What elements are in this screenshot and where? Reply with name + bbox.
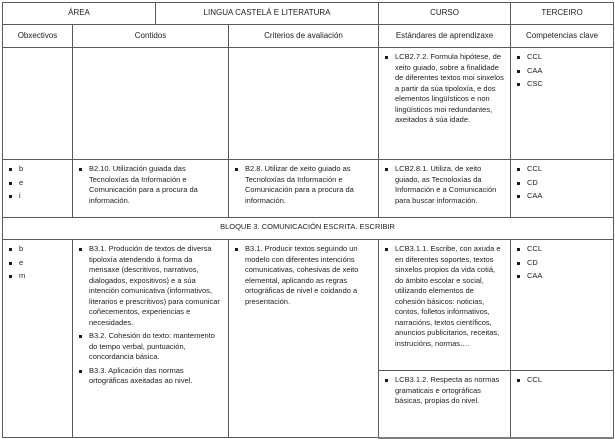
criterios-list — [233, 244, 373, 307]
estandares-list — [383, 244, 505, 349]
list-item: B3.2. Cohesión do texto: mantemento do tempo verbal, puntuación, concordancia básica. — [77, 331, 223, 363]
list-item: m — [7, 271, 67, 282]
obxectivos-list — [7, 244, 67, 282]
bloque-title: BLOQUE 3. COMUNICACIÓN ESCRITA. ESCRIBIR — [3, 218, 614, 240]
cell-contidos — [73, 160, 229, 218]
list-item: CD — [515, 258, 608, 269]
estandares-list — [383, 164, 505, 206]
col-header-competencias: Competencias clave — [511, 25, 614, 48]
col-header-contidos: Contidos — [73, 25, 229, 48]
cell-competencias — [511, 240, 614, 371]
competencias-list — [515, 375, 608, 386]
cell-contidos-empty — [73, 48, 229, 160]
list-item: B3.1. Produción de textos de diversa tipoloxía atendendo á forma da mensaxe (descritivos, narrativos, dialogados, expositivos) e a súa intención comunicativa (informativos, literarios e prescritivos) para comunicar coñecementos, experiencias e necesidades. — [77, 244, 223, 328]
col-header-criterios: Criterios de avaliación — [229, 25, 379, 48]
list-item: b — [7, 164, 67, 175]
criterios-list — [233, 164, 373, 206]
list-item: e — [7, 258, 67, 269]
list-item: CD — [515, 178, 608, 189]
list-item: B3.3. Aplicación das normas ortográficas axeitadas ao nivel. — [77, 366, 223, 387]
estandares-list — [383, 52, 505, 126]
table-row — [3, 160, 614, 218]
cell-criterios — [229, 160, 379, 218]
header-row-columns — [3, 25, 614, 48]
col-header-estandares: Estándares de aprendizaxe — [379, 25, 511, 48]
obxectivos-list — [7, 164, 67, 202]
list-item: B3.1. Producir textos seguindo un modelo con diferentes intencións comunicativas, cohesivas de xeito elemental, aplicando as regras ortográficas de nivel e coidando a presentación. — [233, 244, 373, 307]
list-item: i — [7, 191, 67, 202]
bloque-title-row — [3, 218, 614, 240]
cell-estandares — [379, 160, 511, 218]
competencias-list — [515, 52, 608, 90]
cell-criterios-empty — [229, 48, 379, 160]
list-item: b — [7, 244, 67, 255]
curso-header: CURSO — [379, 3, 511, 25]
list-item: e — [7, 178, 67, 189]
contidos-list — [77, 244, 223, 387]
col-header-obxectivos: Obxectivos — [3, 25, 73, 48]
list-item: LCB2.8.1. Utiliza, de xeito guiado, as Tecnoloxías da Información e a Comunicación para buscar información. — [383, 164, 505, 206]
list-item: CCL — [515, 375, 608, 386]
list-item: CSC — [515, 79, 608, 90]
list-item: LCB3.1.2. Respecta as normas gramaticais e ortográficas básicas, propias do nivel. — [383, 375, 505, 407]
list-item: LCB2.7.2. Formula hipótese, de xeito guiado, sobre a finalidade de diferentes textos moi sinxelos a partir da súa tipoloxía, e dos elementos lingüísticos e non lingüísticos moi redundantes, axeitados á súa idade. — [383, 52, 505, 126]
list-item: CCL — [515, 164, 608, 175]
subject-header: LINGUA CASTELÁ E LITERATURA — [156, 3, 379, 25]
list-item: B2.8. Utilizar de xeito guiado as Tecnoloxías da Información e Comunicación para a procura da información. — [233, 164, 373, 206]
cell-estandares — [379, 240, 511, 371]
competencias-list — [515, 164, 608, 202]
cell-contidos — [73, 240, 229, 438]
header-row-area — [3, 3, 614, 25]
curriculum-table — [2, 2, 614, 439]
cell-competencias — [511, 371, 614, 438]
table-row — [3, 48, 614, 160]
list-item: CAA — [515, 191, 608, 202]
competencias-list — [515, 244, 608, 282]
list-item: CCL — [515, 244, 608, 255]
list-item: B2.10. Utilización guiada das Tecnoloxías da Información e Comunicación para a procura da información. — [77, 164, 223, 206]
table-row — [3, 240, 614, 371]
cell-competencias — [511, 160, 614, 218]
contidos-list — [77, 164, 223, 206]
list-item: CAA — [515, 66, 608, 77]
cell-obxectivos — [3, 240, 73, 438]
cell-obxectivos — [3, 160, 73, 218]
cell-criterios — [229, 240, 379, 438]
level-header: TERCEIRO — [511, 3, 614, 25]
list-item: LCB3.1.1. Escribe, con axuda e en diferentes soportes, textos sinxelos propios da vida cotiá, do ámbito escolar e social, utilizando elementos de cohesión básicos: noticias, contos, folletos informativos, narracións, textos científicos, anuncios publicitarios, receitas, instrucións, normas…. — [383, 244, 505, 349]
cell-estandares — [379, 371, 511, 438]
list-item: CCL — [515, 52, 608, 63]
cell-estandares — [379, 48, 511, 160]
cell-obxectivos-empty — [3, 48, 73, 160]
estandares-list — [383, 375, 505, 407]
cell-competencias — [511, 48, 614, 160]
area-header: ÁREA — [3, 3, 156, 25]
list-item: CAA — [515, 271, 608, 282]
